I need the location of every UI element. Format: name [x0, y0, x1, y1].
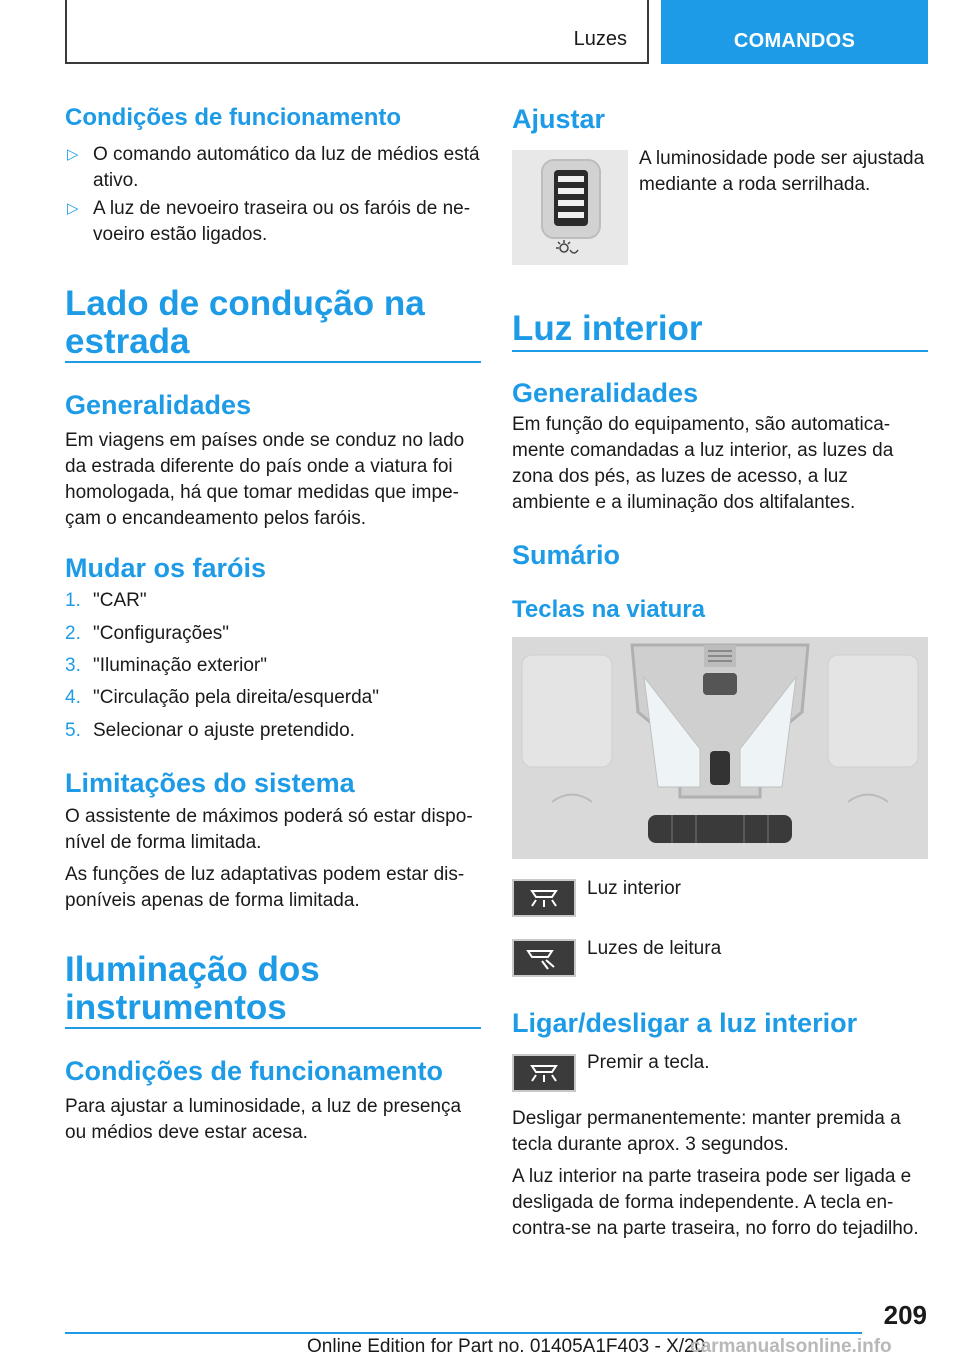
step-text: Selecionar o ajuste pretendido.: [93, 720, 355, 741]
header-chapter-tab: COMANDOS: [661, 0, 928, 64]
header-section-box: [65, 0, 649, 64]
cond-bullet-2: [65, 196, 481, 248]
step-number: 4.: [65, 687, 81, 708]
section-rule: [512, 350, 928, 352]
cond-heading: Condições de funcionamento: [65, 104, 402, 131]
gen-heading: Generalidades: [65, 390, 252, 420]
cond-bullet-1: [65, 142, 481, 194]
header-section-title: Luzes: [573, 28, 627, 50]
knurled-wheel-image: [512, 150, 628, 265]
interior-light-button-icon: [512, 879, 576, 917]
mudar-heading: Mudar os faróis: [65, 553, 267, 583]
cond2-heading: Condições de funcionamento: [65, 1056, 444, 1086]
interior-light-icon: [514, 881, 574, 915]
ilum-heading: [65, 951, 320, 1027]
cond2-text: Para ajustar a luminosidade, a luz de presença ou médios deve estar acesa.: [65, 1096, 462, 1143]
limit-text-2: As funções de luz adaptativas podem estar disponíveis apenas de forma limitada.: [65, 864, 465, 911]
triangle-bullet-icon: ▷: [67, 200, 79, 217]
lado-heading: [65, 285, 425, 361]
reading-light-button-icon: [512, 939, 576, 977]
cond-bullet-text: A luz de nevoeiro traseira ou os faróis de nevoeiro estão ligados.: [93, 198, 471, 245]
step-item: [65, 685, 481, 711]
gen-heading-right: Generalidades: [512, 378, 699, 408]
step-text: "Configurações": [93, 623, 230, 644]
triangle-bullet-icon: ▷: [67, 146, 79, 163]
step-number: 5.: [65, 720, 81, 741]
sumario-heading: Sumário: [512, 540, 621, 570]
ajustar-text: A luminosidade pode ser ajustada mediante a roda serrilhada.: [639, 148, 925, 195]
interior-light-button-icon-2: [512, 1054, 576, 1092]
gen-text-right: Em função do equipamento, são automaticamente comandadas a luz interior, as luzes da zona dos pés, as luzes de acesso, a luz ambiente e a iluminação dos altifalantes.: [512, 414, 894, 513]
step-text: "CAR": [93, 590, 147, 611]
premir-text: Premir a tecla.: [587, 1052, 710, 1073]
knurled-wheel-illustration: [512, 150, 628, 265]
ligar-heading: Ligar/desligar a luz interior: [512, 1008, 858, 1038]
step-text: "Iluminação exterior": [93, 655, 268, 676]
ilum-heading-line-2: instrumentos: [65, 988, 287, 1027]
page-number: 209: [883, 1300, 927, 1330]
section-rule: [65, 1027, 481, 1029]
roof-console-illustration: [512, 637, 928, 859]
lado-heading-line-1: Lado de condução na: [65, 284, 425, 323]
step-item: [65, 588, 481, 614]
step-number: 3.: [65, 655, 81, 676]
reading-light-icon: [514, 941, 574, 975]
step-number: 2.: [65, 623, 81, 644]
teclas-heading: Teclas na viatura: [512, 596, 705, 623]
section-rule: [65, 361, 481, 363]
limit-text-1: O assistente de máximos poderá só estar disponível de forma limitada.: [65, 806, 473, 853]
limit-heading: Limitações do sistema: [65, 768, 355, 798]
ilum-heading-line-1: Iluminação dos: [65, 950, 320, 989]
step-text: "Circulação pela direita/esquerda": [93, 687, 379, 708]
icon2-label: Luzes de leitura: [587, 938, 722, 959]
traseira-text: A luz interior na parte traseira pode ser ligada e desligada de forma independente. A tecla encontra-se na parte traseira, no forro do tejadilho.: [512, 1166, 919, 1239]
luz-heading: Luz interior: [512, 309, 703, 348]
ajustar-heading: Ajustar: [512, 104, 606, 134]
roof-console-image: [512, 637, 928, 859]
gen-text: Em viagens em países onde se conduz no lado da estrada diferente do país onde a viatura foi homologada, há que tomar medidas que impeçam o encandeamento pelos faróis.: [65, 430, 465, 529]
footer-rule: [65, 1332, 862, 1334]
desligar-text: Desligar permanentemente: manter premida a tecla durante aprox. 3 segundos.: [512, 1108, 901, 1155]
icon1-label: Luz interior: [587, 878, 681, 899]
lado-heading-line-2: estrada: [65, 322, 190, 361]
step-item: [65, 653, 481, 679]
step-item: [65, 621, 481, 647]
step-number: 1.: [65, 590, 81, 611]
watermark-text: carmanualsonline.info: [690, 1336, 892, 1357]
cond-bullet-text: O comando automático da luz de médios está ativo.: [93, 144, 480, 191]
edition-text: Online Edition for Part no. 01405A1F403 - X/20: [307, 1336, 706, 1357]
page-header: [65, 0, 928, 64]
step-item: [65, 718, 481, 744]
interior-light-icon: [514, 1056, 574, 1090]
